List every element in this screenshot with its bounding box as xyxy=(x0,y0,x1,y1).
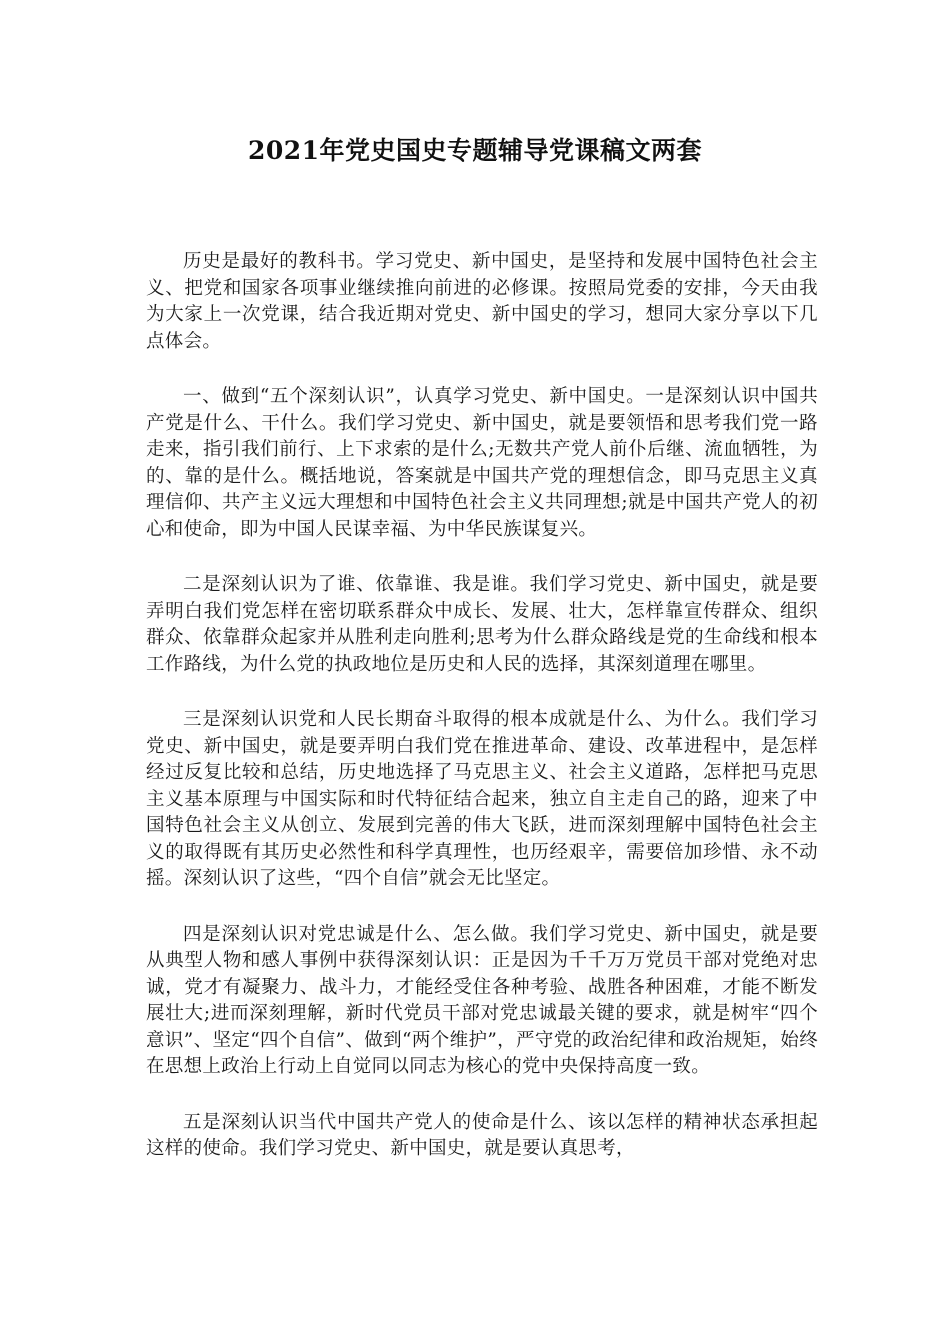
document-title: 2021年党史国史专题辅导党课稿文两套 xyxy=(247,136,703,165)
paragraph-point-one: 一、做到“五个深刻认识”，认真学习党史、新中国史。一是深刻认识中国共产党是什么、干什么。我们学习党史、新中国史，就是要领悟和思考我们党一路走来，指引我们前行、上下求索的是什么;无数共产党人前仆后继、流血牺牲，为的、靠的是什么。概括地说，答案就是中国共产党的理想信念，即马克思主义真理信仰、共产主义远大理想和中国特色社会主义共同理想;就是中国共产党人的初心和使命，即为中国人民谋幸福、为中华民族谋复兴。 xyxy=(146,386,818,540)
paragraph-point-three: 三是深刻认识党和人民长期奋斗取得的根本成就是什么、为什么。我们学习党史、新中国史，就是要弄明白我们党在推进革命、建设、改革进程中，是怎样经过反复比较和总结，历史地选择了马克思主义、社会主义道路，怎样把马克思主义基本原理与中国实际和时代特征结合起来，独立自主走自己的路，迎来了中国特色社会主义从创立、发展到完善的伟大飞跃，进而深刻理解中国特色社会主义的取得既有其历史必然性和科学真理性，也历经艰辛，需要倍加珍惜、永不动摇。深刻认识了这些，“四个自信”就会无比坚定。 xyxy=(146,709,818,889)
paragraph-point-two: 二是深刻认识为了谁、依靠谁、我是谁。我们学习党史、新中国史，就是要弄明白我们党怎样在密切联系群众中成长、发展、壮大，怎样靠宣传群众、组织群众、依靠群众起家并从胜利走向胜利;思考为什么群众路线是党的生命线和根本工作路线，为什么党的执政地位是历史和人民的选择，其深刻道理在哪里。 xyxy=(146,574,818,675)
paragraph-point-five: 五是深刻认识当代中国共产党人的使命是什么、该以怎样的精神状态承担起这样的使命。我们学习党史、新中国史，就是要认真思考， xyxy=(146,1111,818,1159)
paragraph-point-four: 四是深刻认识对党忠诚是什么、怎么做。我们学习党史、新中国史，就是要从典型人物和感人事例中获得深刻认识：正是因为千千万万党员干部对党绝对忠诚，党才有凝聚力、战斗力，才能经受住各种考验、战胜各种困难，才能不断发展壮大;进而深刻理解，新时代党员干部对党忠诚最关键的要求，就是树牢“四个意识”、坚定“四个自信”、做到“两个维护”，严守党的政治纪律和政治规矩，始终在思想上政治上行动上自觉同以同志为核心的党中央保持高度一致。 xyxy=(146,923,818,1077)
document-body xyxy=(146,249,818,1192)
paragraph-intro: 历史是最好的教科书。学习党史、新中国史，是坚持和发展中国特色社会主义、把党和国家各项事业继续推向前进的必修课。按照局党委的安排，今天由我为大家上一次党课，结合我近期对党史、新中国史的学习，想同大家分享以下几点体会。 xyxy=(146,251,818,352)
